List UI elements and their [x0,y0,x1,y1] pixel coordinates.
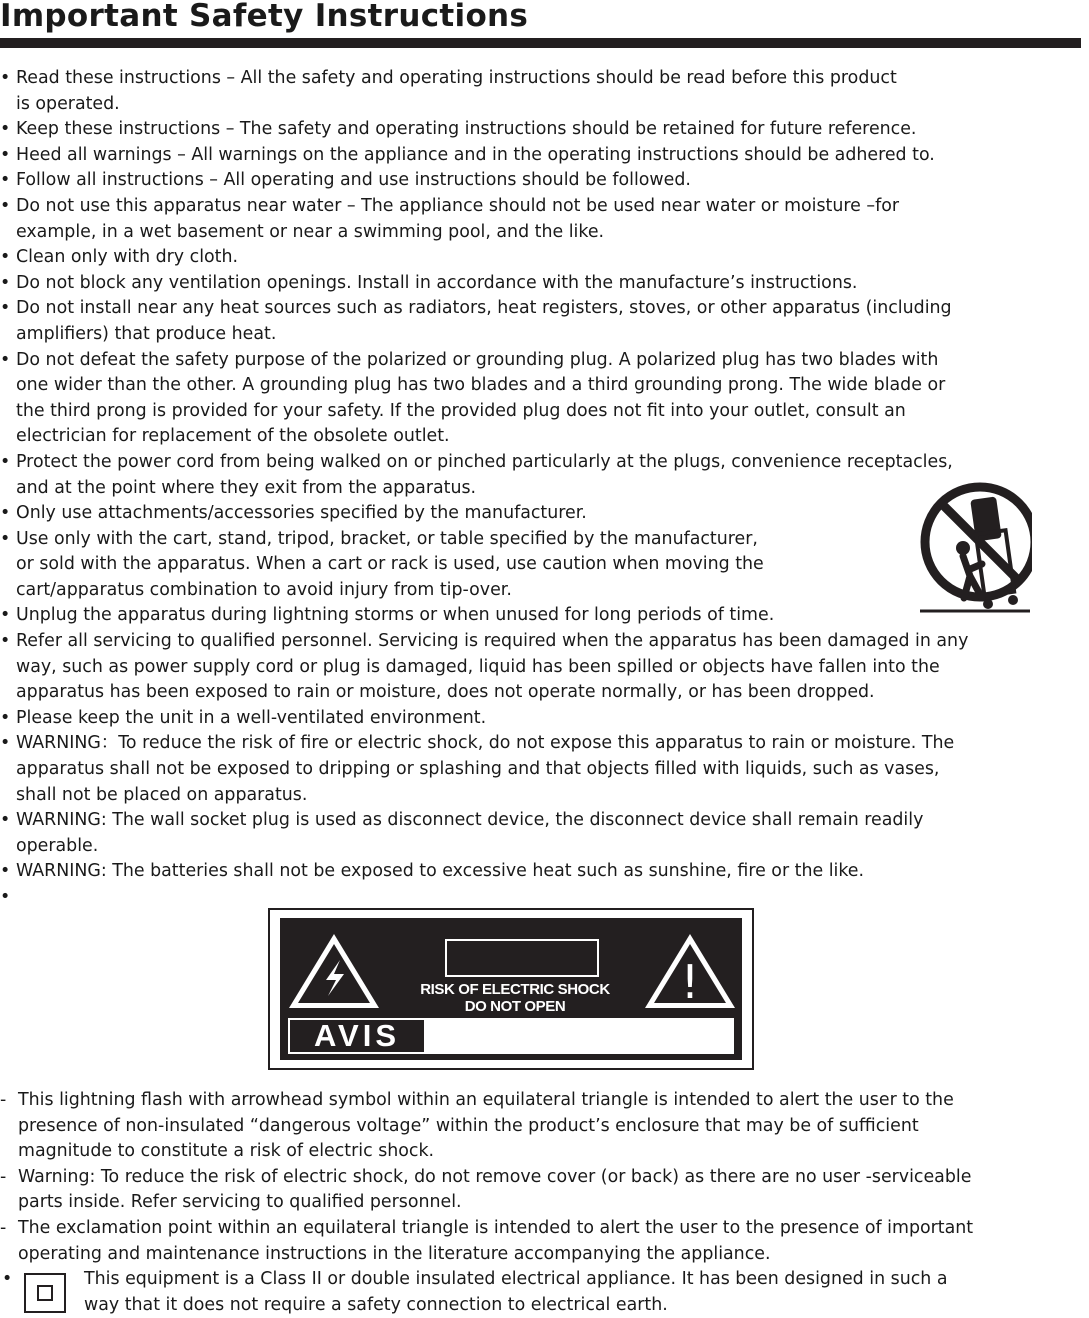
class-ii-text: This equipment is a Class II or double insulated electrical appliance. It has been designed in such a way that it does not require a safety connection to electrical earth. [84,1269,948,1315]
lightning-triangle-icon [286,930,382,1012]
exclamation-mark: ! [680,955,700,1009]
shock-warning-label [268,908,754,1070]
instruction-item: • Protect the power cord from being walked on or pinched particularly at the plugs, convenience receptacles, and at the point where they exit from the apparatus. [0,450,1089,501]
instruction-item: • Do not block any ventilation openings. Install in accordance with the manufacture’s instructions. [0,271,1089,297]
symbol-note: - The exclamation point within an equilateral triangle is intended to alert the user to the presence of important operating and maintenance instructions in the literature accompanying the appliance. [0,1216,1089,1267]
instruction-item: • Follow all instructions – All operating and use instructions should be followed. [0,168,1089,194]
instruction-item: • Heed all warnings – All warnings on the appliance and in the operating instructions should be adhered to. [0,143,1089,169]
symbol-note: - This lightning flash with arrowhead symbol within an equilateral triangle is intended to alert the user to the presence of non-insulated “dangerous voltage” within the product’s enclosure that may be of sufficient magnitude to constitute a risk of electric shock. [0,1088,1089,1165]
instruction-item: • Use only with the cart, stand, tripod, bracket, or table specified by the manufacturer, or sold with the apparatus. When a cart or rack is used, use caution when moving the cart/apparatus combination to avoid injury from tip-over. [0,527,876,604]
instruction-item: • WARNING：To reduce the risk of fire or electric shock, do not expose this apparatus to rain or moisture. The apparatus shall not be exposed to dripping or splashing and that objects filled with liquids, such as vases, shall not be placed on apparatus. [0,731,1089,808]
exclamation-triangle-icon [642,930,738,1012]
instruction-item: • WARNING: The wall socket plug is used as disconnect device, the disconnect device shall remain readily operable. [0,808,1089,859]
instruction-item: • Do not install near any heat sources such as radiators, heat registers, stoves, or other apparatus (including amplifiers) that produce heat. [0,296,1089,347]
page-title: Important Safety Instructions [0,0,529,34]
class-ii-notice [0,1267,1089,1317]
instruction-item: • Read these instructions – All the safety and operating instructions should be read before this product is operated. [0,66,1089,117]
instruction-item: • WARNING: The batteries shall not be exposed to excessive heat such as sunshine, fire or the like. [0,859,1089,885]
risk-of-shock-text: RISK OF ELECTRIC SHOCK DO NOT OPEN [420,981,610,1015]
instruction-item: • Keep these instructions – The safety and operating instructions should be retained for future reference. [0,117,1089,143]
symbol-explanation-list [0,1088,1089,1267]
blank-label-frame [445,939,599,977]
title-divider [0,38,1081,48]
instruction-item: • Please keep the unit in a well-ventilated environment. [0,706,1089,732]
instruction-item: • Clean only with dry cloth. [0,245,1089,271]
instruction-item: • Do not use this apparatus near water – The appliance should not be used near water or moisture –for example, in a wet basement or near a swimming pool, and the like. [0,194,1089,245]
safety-instructions-list [0,66,1089,885]
symbol-note: - Warning: To reduce the risk of electric shock, do not remove cover (or back) as there are no user -serviceable parts inside. Refer servicing to qualified personnel. [0,1165,1089,1216]
double-insulation-icon [24,1273,66,1313]
instruction-item: • Do not defeat the safety purpose of the polarized or grounding plug. A polarized plug has two blades with one wider than the other. A grounding plug has two blades and a third grounding prong. The wide blade or the third prong is provided for your safety. If the provided plug does not fit into your outlet, consult an electrician for replacement of the obsolete outlet. [0,348,1089,450]
avis-label: AVIS [290,1020,424,1052]
avis-panel [288,1018,734,1054]
instruction-item: • Unplug the apparatus during lightning storms or when unused for long periods of time. [0,603,1089,629]
shock-warning-panel [280,918,742,1060]
instruction-item: • Refer all servicing to qualified personnel. Servicing is required when the apparatus has been damaged in any way, such as power supply cord or plug is damaged, liquid has been spilled or objects have fallen into the apparatus has been exposed to rain or moisture, does not operate normally, or has been dropped. [0,629,1089,706]
bullet: • [2,1269,13,1289]
instruction-item: • Only use attachments/accessories specified by the manufacturer. [0,501,1089,527]
cart-tip-over-warning-icon [918,480,1032,614]
